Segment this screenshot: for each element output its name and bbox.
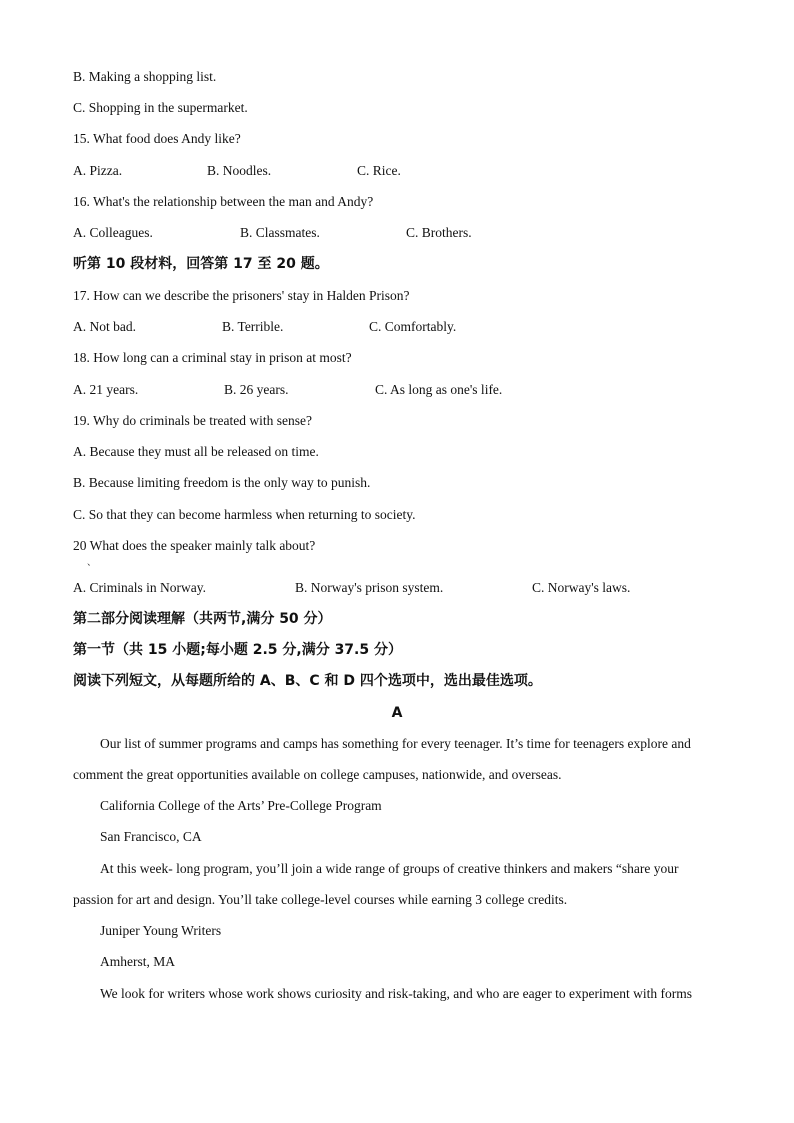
program2-name: Juniper Young Writers (100, 923, 222, 938)
q18-option-a: A. 21 years. (73, 382, 139, 397)
question-18: 18. How long can a criminal stay in prison at most? (73, 350, 352, 365)
question-16: 16. What's the relationship between the man and Andy? (73, 194, 374, 209)
passage-intro-line1: Our list of summer programs and camps has something for every teenager. It’s time for teenagers explore and (100, 736, 691, 751)
passage-intro-line2: comment the great opportunities available on college campuses, nationwide, and overseas. (73, 767, 562, 782)
program2-place: Amherst, MA (100, 954, 175, 969)
q20-option-c: C. Norway's laws. (532, 580, 631, 595)
q17-option-c: C. Comfortably. (369, 319, 457, 334)
part2-section1-heading: 第一节（共 15 小题;每小题 2.5 分,满分 37.5 分） (73, 642, 402, 658)
q20-option-a: A. Criminals in Norway. (73, 580, 206, 595)
q20-option-b: B. Norway's prison system. (295, 580, 444, 595)
q19-option-c: C. So that they can become harmless when returning to society. (73, 507, 416, 522)
program2-desc-line1: We look for writers whose work shows curiosity and risk-taking, and who are eager to experiment with forms (100, 986, 693, 1001)
question-19: 19. Why do criminals be treated with sense? (73, 413, 312, 428)
program1-name: California College of the Arts’ Pre-College Program (100, 798, 382, 813)
q16-option-b: B. Classmates. (240, 225, 320, 240)
q16-option-a: A. Colleagues. (73, 225, 153, 240)
q18-option-b: B. 26 years. (224, 382, 289, 397)
line-c-shopping: C. Shopping in the supermarket. (73, 100, 248, 115)
section-10-heading: 听第 10 段材料，回答第 17 至 20 题。 (73, 256, 329, 272)
passage-letter: A (391, 705, 403, 721)
part2-instruction: 阅读下列短文，从每题所给的 A、B、C 和 D 四个选项中，选出最佳选项。 (73, 673, 542, 689)
question-20-mark: 、 (87, 557, 97, 567)
q19-option-b: B. Because limiting freedom is the only way to punish. (73, 475, 371, 490)
question-20: 20 What does the speaker mainly talk about? (73, 538, 316, 553)
q15-option-b: B. Noodles. (207, 163, 272, 178)
question-15: 15. What food does Andy like? (73, 131, 241, 146)
line-b-making-list: B. Making a shopping list. (73, 69, 217, 84)
program1-desc-line1: At this week- long program, you’ll join a wide range of groups of creative thinkers and makers “share your (100, 861, 679, 876)
q17-option-b: B. Terrible. (222, 319, 284, 334)
q17-option-a: A. Not bad. (73, 319, 136, 334)
question-17: 17. How can we describe the prisoners' stay in Halden Prison? (73, 288, 410, 303)
q15-option-a: A. Pizza. (73, 163, 123, 178)
q19-option-a: A. Because they must all be released on time. (73, 444, 319, 459)
q15-option-c: C. Rice. (357, 163, 401, 178)
q18-option-c: C. As long as one's life. (375, 382, 503, 397)
q16-option-c: C. Brothers. (406, 225, 472, 240)
program1-desc-line2: passion for art and design. You’ll take college-level courses while earning 3 college credits. (73, 892, 568, 907)
program1-place: San Francisco, CA (100, 829, 202, 844)
part2-heading: 第二部分阅读理解（共两节,满分 50 分） (73, 611, 332, 627)
